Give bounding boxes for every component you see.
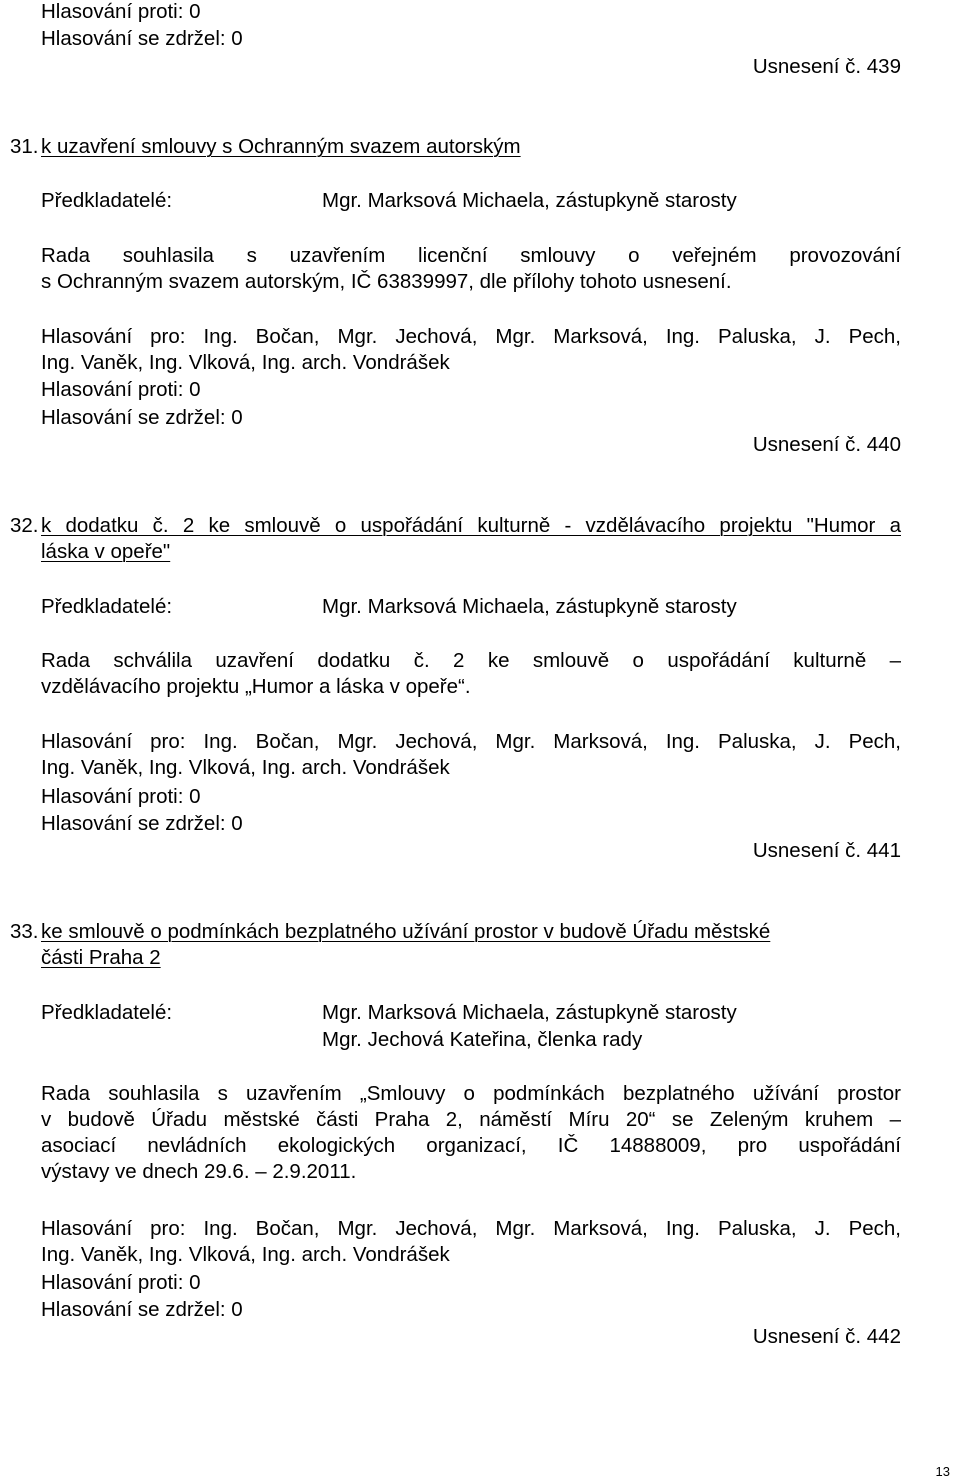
votes-for: [41, 1216, 901, 1268]
votes-abstain: Hlasování se zdržel: 0: [41, 1298, 243, 1321]
title-line: ke smlouvě o podmínkách bezplatného užívání prostor v budově Úřadu městské: [41, 920, 771, 943]
proposer-label: Předkladatelé:: [41, 189, 173, 212]
decision-line: vzdělávacího projektu „Humor a láska v opeře“.: [41, 675, 471, 698]
votes-for: [41, 729, 901, 781]
resolution-number: Usnesení č. 441: [752, 839, 901, 862]
votes-abstain: Hlasování se zdržel: 0: [41, 406, 243, 429]
decision-line: s Ochranným svazem autorským, IČ 63839997, dle přílohy tohoto usnesení.: [41, 270, 732, 293]
item-number: 33.: [10, 920, 39, 943]
decision-line: výstavy ve dnech 29.6. – 2.9.2011.: [41, 1160, 357, 1183]
proposer: Mgr. Marksová Michaela, zástupkyně starosty: [322, 595, 737, 618]
votes-for-line: Hlasování pro: Ing. Bočan, Mgr. Jechová, Mgr. Marksová, Ing. Paluska, J. Pech,: [41, 730, 901, 753]
item-number: 32.: [10, 514, 39, 537]
resolution-number: Usnesení č. 440: [752, 433, 901, 456]
page-number: 13: [935, 1464, 950, 1479]
decision-text: [41, 648, 901, 700]
decision-text: [41, 243, 901, 295]
decision-line: v budově Úřadu městské části Praha 2, náměstí Míru 20“ se Zeleným kruhem –: [41, 1108, 901, 1131]
decision-line: Rada souhlasila s uzavřením licenční smlouvy o veřejném provozování: [41, 244, 901, 267]
votes-for-line: Ing. Vaněk, Ing. Vlková, Ing. arch. Vondrášek: [41, 756, 450, 779]
item-title: [41, 513, 901, 565]
votes-abstain: Hlasování se zdržel: 0: [41, 812, 243, 835]
proposer-label: Předkladatelé:: [41, 1001, 173, 1024]
proposer-label: Předkladatelé:: [41, 595, 173, 618]
votes-against: Hlasování proti: 0: [41, 1271, 201, 1294]
resolution-number: Usnesení č. 442: [752, 1325, 901, 1348]
proposer: Mgr. Marksová Michaela, zástupkyně starosty: [322, 189, 737, 212]
votes-for: [41, 324, 901, 376]
decision-line: Rada souhlasila s uzavřením „Smlouvy o podmínkách bezplatného užívání prostor: [41, 1082, 901, 1105]
item-title: [41, 919, 770, 971]
decision-line: Rada schválila uzavření dodatku č. 2 ke smlouvě o uspořádání kulturně –: [41, 649, 901, 672]
resolution-number: Usnesení č. 439: [752, 55, 901, 78]
decision-line: asociací nevládních ekologických organizací, IČ 14888009, pro uspořádání: [41, 1134, 901, 1157]
item-number: 31.: [10, 135, 39, 158]
votes-against: Hlasování proti: 0: [41, 0, 201, 23]
item-title: k uzavření smlouvy s Ochranným svazem autorským: [41, 135, 521, 158]
title-line: části Praha 2: [41, 946, 161, 969]
votes-for-line: Hlasování pro: Ing. Bočan, Mgr. Jechová, Mgr. Marksová, Ing. Paluska, J. Pech,: [41, 325, 901, 348]
proposer: Mgr. Jechová Kateřina, členka rady: [322, 1028, 643, 1051]
title-line: k dodatku č. 2 ke smlouvě o uspořádání kulturně - vzdělávacího projektu "Humor a: [41, 514, 901, 537]
proposer: Mgr. Marksová Michaela, zástupkyně starosty: [322, 1001, 737, 1024]
votes-abstain: Hlasování se zdržel: 0: [41, 27, 243, 50]
title-line: láska v opeře": [41, 540, 171, 563]
votes-for-line: Hlasování pro: Ing. Bočan, Mgr. Jechová, Mgr. Marksová, Ing. Paluska, J. Pech,: [41, 1217, 901, 1240]
votes-for-line: Ing. Vaněk, Ing. Vlková, Ing. arch. Vondrášek: [41, 1243, 450, 1266]
votes-for-line: Ing. Vaněk, Ing. Vlková, Ing. arch. Vondrášek: [41, 351, 450, 374]
votes-against: Hlasování proti: 0: [41, 378, 201, 401]
votes-against: Hlasování proti: 0: [41, 785, 201, 808]
decision-text: [41, 1081, 901, 1185]
